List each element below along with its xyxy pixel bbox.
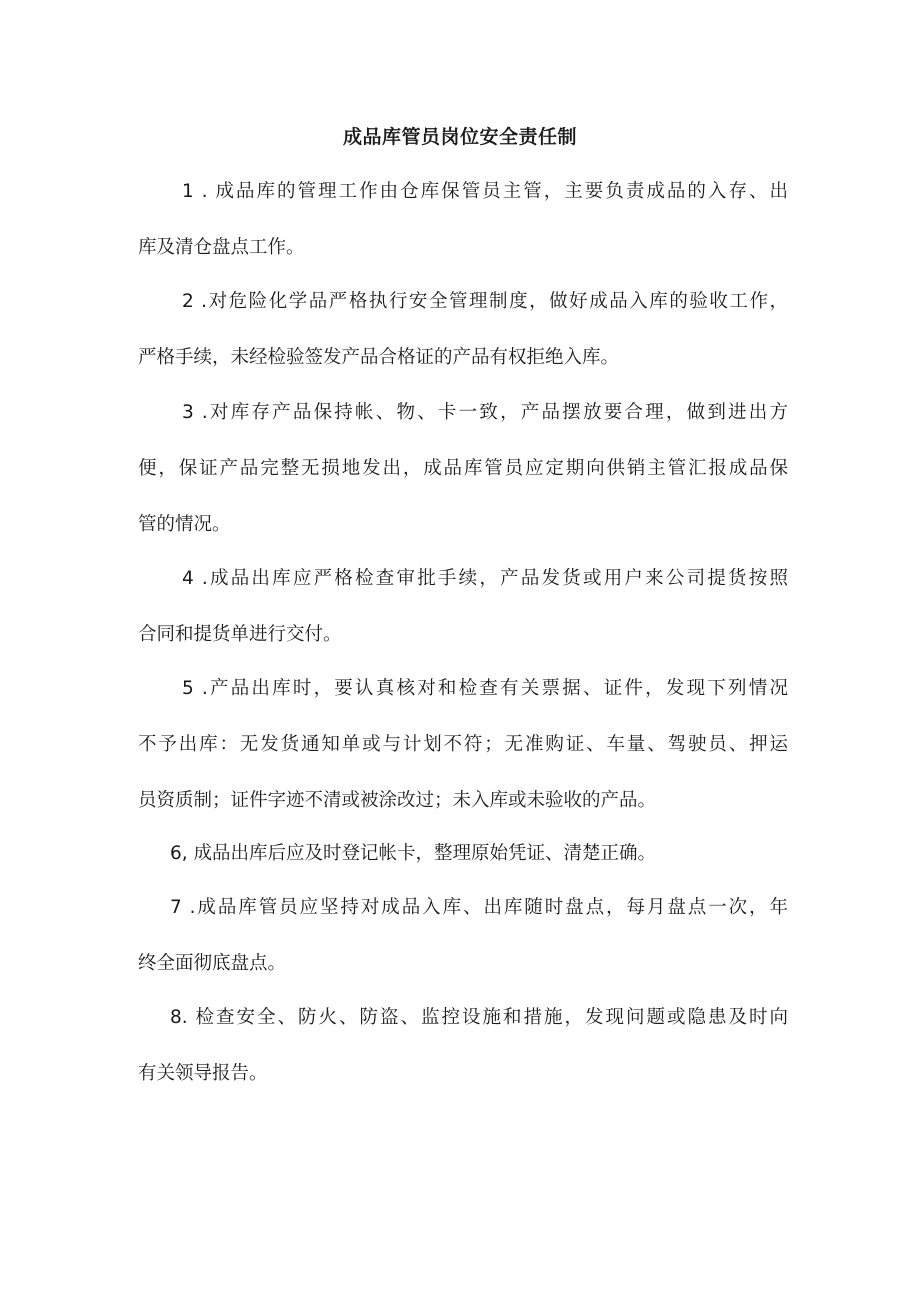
clause-6	[138, 826, 788, 882]
clause-7-line-2: 终全面彻底盘点。	[138, 953, 287, 974]
clause-2-line-1: 2 .对危险化学品严格执行安全管理制度，做好成品入库的验收工作，	[182, 291, 788, 312]
document-title: 成品库管员岗位安全责任制	[342, 126, 577, 148]
clause-8-line-2: 有关领导报告。	[138, 1063, 268, 1084]
clause-3	[138, 385, 788, 553]
clause-3-line-2: 便，保证产品完整无损地发出，成品库管员应定期向供销主管汇报成品保	[138, 458, 788, 479]
clause-4-line-1: 4 .成品出库应严格检查审批手续，产品发货或用户来公司提货按照	[182, 568, 788, 589]
clause-5	[138, 661, 788, 829]
clause-5-line-2: 不予出库：无发货通知单或与计划不符；无准购证、车量、驾驶员、押运	[138, 734, 788, 755]
clause-5-line-3: 员资质制；证件字迹不清或被涂改过；未入库或未验收的产品。	[138, 790, 657, 811]
clause-3-line-3: 管的情况。	[138, 514, 231, 535]
clause-2-line-2: 严格手续，未经检验签发产品合格证的产品有权拒绝入库。	[138, 347, 620, 368]
clause-1-line-1: 1 . 成品库的管理工作由仓库保管员主管，主要负责成品的入存、出	[182, 181, 788, 202]
clause-5-line-1: 5 .产品出库时，要认真核对和检查有关票据、证件，发现下列情况	[182, 678, 788, 699]
clause-6-line-1: 6, 成品出库后应及时登记帐卡，整理原始凭证、清楚正确。	[170, 843, 657, 864]
clause-8-line-1: 8. 检查安全、防火、防盗、监控设施和措施，发现问题或隐患及时向	[170, 1007, 788, 1028]
clause-3-line-1: 3 .对库存产品保持帐、物、卡一致，产品摆放要合理，做到进出方	[182, 402, 788, 423]
clause-4-line-2: 合同和提货单进行交付。	[138, 624, 342, 645]
clause-1-line-2: 库及清仓盘点工作。	[138, 237, 305, 258]
clause-2	[138, 274, 788, 386]
clause-7	[138, 880, 788, 992]
clause-4	[138, 551, 788, 663]
clause-1	[138, 164, 788, 276]
clause-8	[138, 990, 788, 1102]
clause-7-line-1: 7 .成品库管员应坚持对成品入库、出库随时盘点，每月盘点一次，年	[170, 897, 788, 918]
